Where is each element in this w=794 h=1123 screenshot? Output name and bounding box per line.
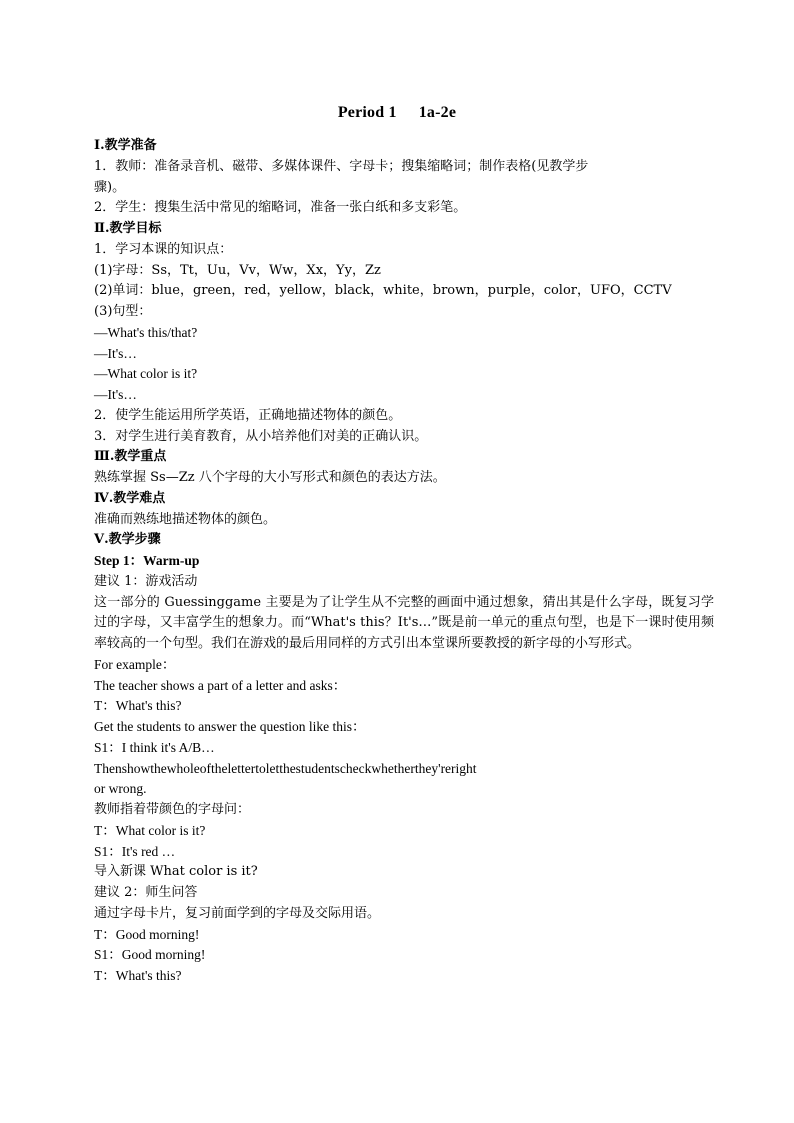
text-line: S1：Good morning! bbox=[94, 947, 206, 963]
section-heading-procedure: Ⅴ.教学步骤 bbox=[94, 532, 161, 548]
text-line: 熟练掌握 Ss—Zz 八个字母的大小写形式和颜色的表达方法。 bbox=[94, 470, 446, 485]
text-line: 建议 2：师生问答 bbox=[94, 885, 198, 900]
text-line: For example： bbox=[94, 656, 176, 672]
step-heading: Step 1：Warm-up bbox=[94, 553, 200, 568]
text-line: 1．学习本课的知识点： bbox=[94, 241, 233, 257]
text-line: —It's… bbox=[94, 387, 137, 402]
section-heading-objectives: Ⅱ.教学目标 bbox=[94, 221, 162, 236]
text-line: T：Good morning! bbox=[94, 926, 200, 942]
text-line: or wrong. bbox=[94, 781, 147, 797]
text-line: 导入新课 What color is it? bbox=[94, 864, 258, 880]
text-line: S1：I think it's A/B… bbox=[94, 739, 215, 755]
text-line: (2)单词：blue，green，red，yellow，black，white，brown，purple，color，UFO，CCTV bbox=[94, 283, 672, 299]
paragraph: 这一部分的 Guessinggame 主要是为了让学生从不完整的画面中通过想象，猜出其是什么字母，既复习学过的字母，又丰富学生的想象力。而“What's this？It's…”既是前一单元的重点句型，也是下一课时使用频率较高的一个句型。我们在游戏的最后用同样的方式引出本堂课所要教授的新字母的小写形式。 bbox=[94, 594, 714, 651]
text-line: 教师指着带颜色的字母问： bbox=[94, 802, 251, 817]
text-line: 2．学生：搜集生活中常见的缩略词，准备一张白纸和多支彩笔。 bbox=[94, 200, 467, 216]
document-body bbox=[94, 136, 714, 987]
text-line: 建议 1：游戏活动 bbox=[94, 573, 198, 589]
text-line: —What's this/that? bbox=[94, 324, 198, 340]
text-line: T：What's this? bbox=[94, 698, 182, 714]
text-line: T：What color is it? bbox=[94, 822, 206, 838]
title-period: Period 1 bbox=[337, 104, 397, 121]
text-line: 1．教师：准备录音机、磁带、多媒体课件、字母卡；搜集缩略词；制作表格(见教学步 bbox=[94, 158, 589, 174]
text-line: —What color is it? bbox=[94, 366, 198, 382]
text-line: 2．使学生能运用所学英语，正确地描述物体的颜色。 bbox=[94, 407, 402, 423]
text-line: 3．对学生进行美育教育，从小培养他们对美的正确认识。 bbox=[94, 428, 428, 444]
text-line: The teacher shows a part of a letter and asks： bbox=[94, 677, 347, 693]
title-range: 1a-2e bbox=[418, 104, 457, 121]
text-line: Get the students to answer the question like this： bbox=[94, 719, 366, 734]
page-title bbox=[0, 104, 794, 122]
section-heading-preparation: Ⅰ.教学准备 bbox=[94, 138, 157, 153]
text-line: (3)句型： bbox=[94, 304, 152, 319]
section-heading-key-points: Ⅲ.教学重点 bbox=[94, 449, 167, 465]
text-line: 骤)。 bbox=[94, 179, 126, 195]
section-heading-difficulties: Ⅳ.教学难点 bbox=[94, 490, 166, 506]
text-line: Thenshowthewholeofthelettertoletthestudentscheckwhetherthey'reright bbox=[94, 760, 477, 776]
text-line: S1：It's red … bbox=[94, 843, 176, 859]
text-line: —It's… bbox=[94, 345, 137, 361]
text-line: T：What's this? bbox=[94, 968, 182, 983]
text-line: 准确而熟练地描述物体的颜色。 bbox=[94, 511, 277, 527]
text-line: 通过字母卡片，复习前面学到的字母及交际用语。 bbox=[94, 905, 381, 921]
text-line: (1)字母：Ss，Tt，Uu，Vv，Ww，Xx，Yy，Zz bbox=[94, 262, 381, 278]
